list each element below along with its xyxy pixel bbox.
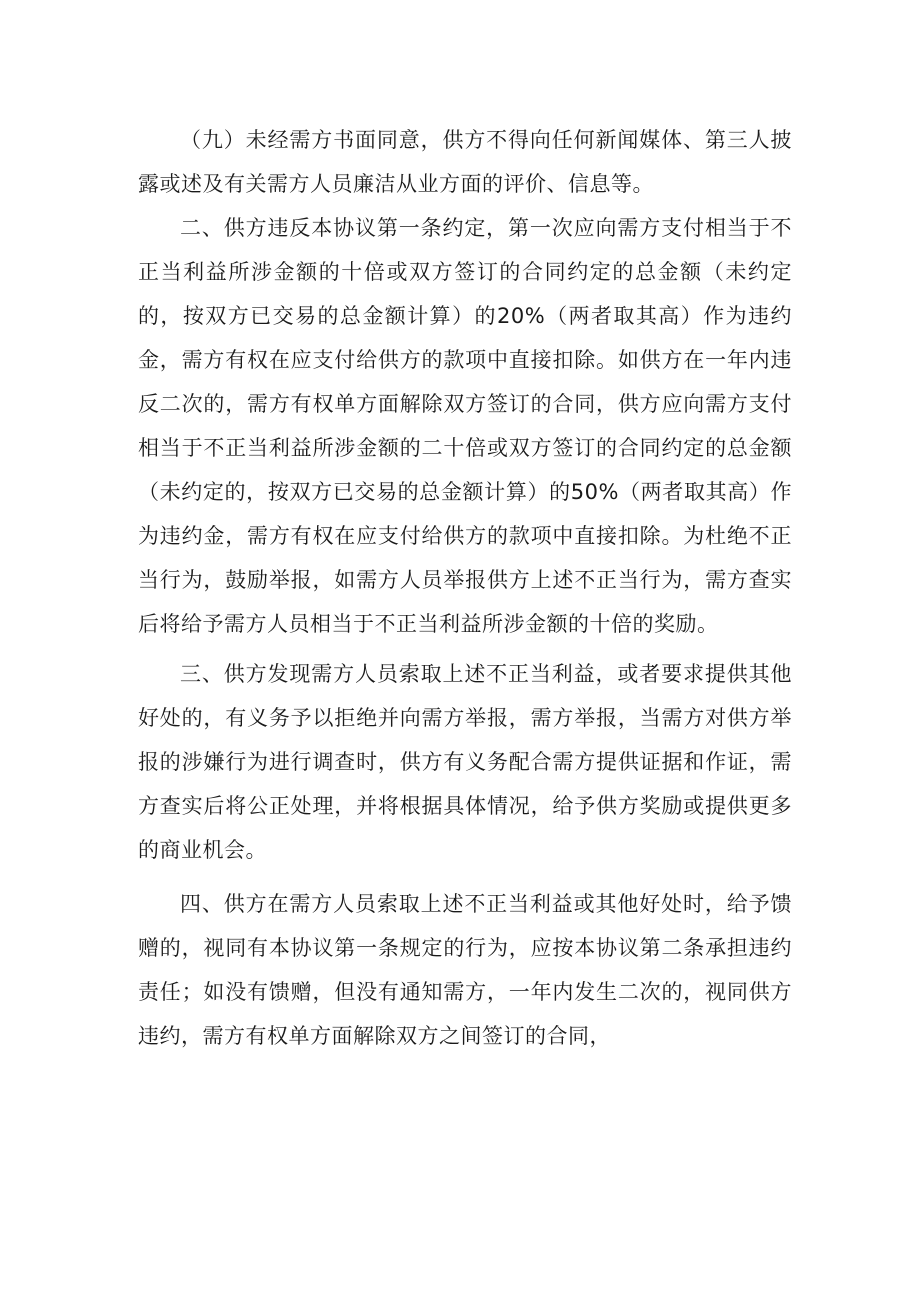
paragraph-article-2: 二、供方违反本协议第一条约定，第一次应向需方支付相当于不正当利益所涉金额的十倍或双方签订的合同约定的总金额（未约定的，按双方已交易的总金额计算）的20%（两者取其高）作为违约金，需方有权在应支付给供方的款项中直接扣除。如供方在一年内违反二次的，需方有权单方面解除双方签订的合同，供方应向需方支付相当于不正当利益所涉金额的二十倍或双方签订的合同约定的总金额（未约定的，按双方已交易的总金额计算）的50%（两者取其高）作为违约金，需方有权在应支付给供方的款项中直接扣除。为杜绝不正当行为，鼓励举报，如需方人员举报供方上述不正当行为，需方查实后将给予需方人员相当于不正当利益所涉金额的十倍的奖励。 xyxy=(138,216,792,636)
paragraph-article-4: 四、供方在需方人员索取上述不正当利益或其他好处时，给予馈赠的，视同有本协议第一条规定的行为，应按本协议第二条承担违约责任；如没有馈赠，但没有通知需方，一年内发生二次的，视同供方违约，需方有权单方面解除双方之间签订的合同， xyxy=(138,892,792,1048)
paragraph-article-3: 三、供方发现需方人员索取上述不正当利益，或者要求提供其他好处的，有义务予以拒绝并向需方举报，需方举报，当需方对供方举报的涉嫌行为进行调查时，供方有义务配合需方提供证据和作证，需方查实后将公正处理，并将根据具体情况，给予供方奖励或提供更多的商业机会。 xyxy=(138,662,792,862)
document-body xyxy=(138,118,792,1058)
paragraph-clause-9: （九）未经需方书面同意，供方不得向任何新闻媒体、第三人披露或述及有关需方人员廉洁从业方面的评价、信息等。 xyxy=(138,128,792,196)
